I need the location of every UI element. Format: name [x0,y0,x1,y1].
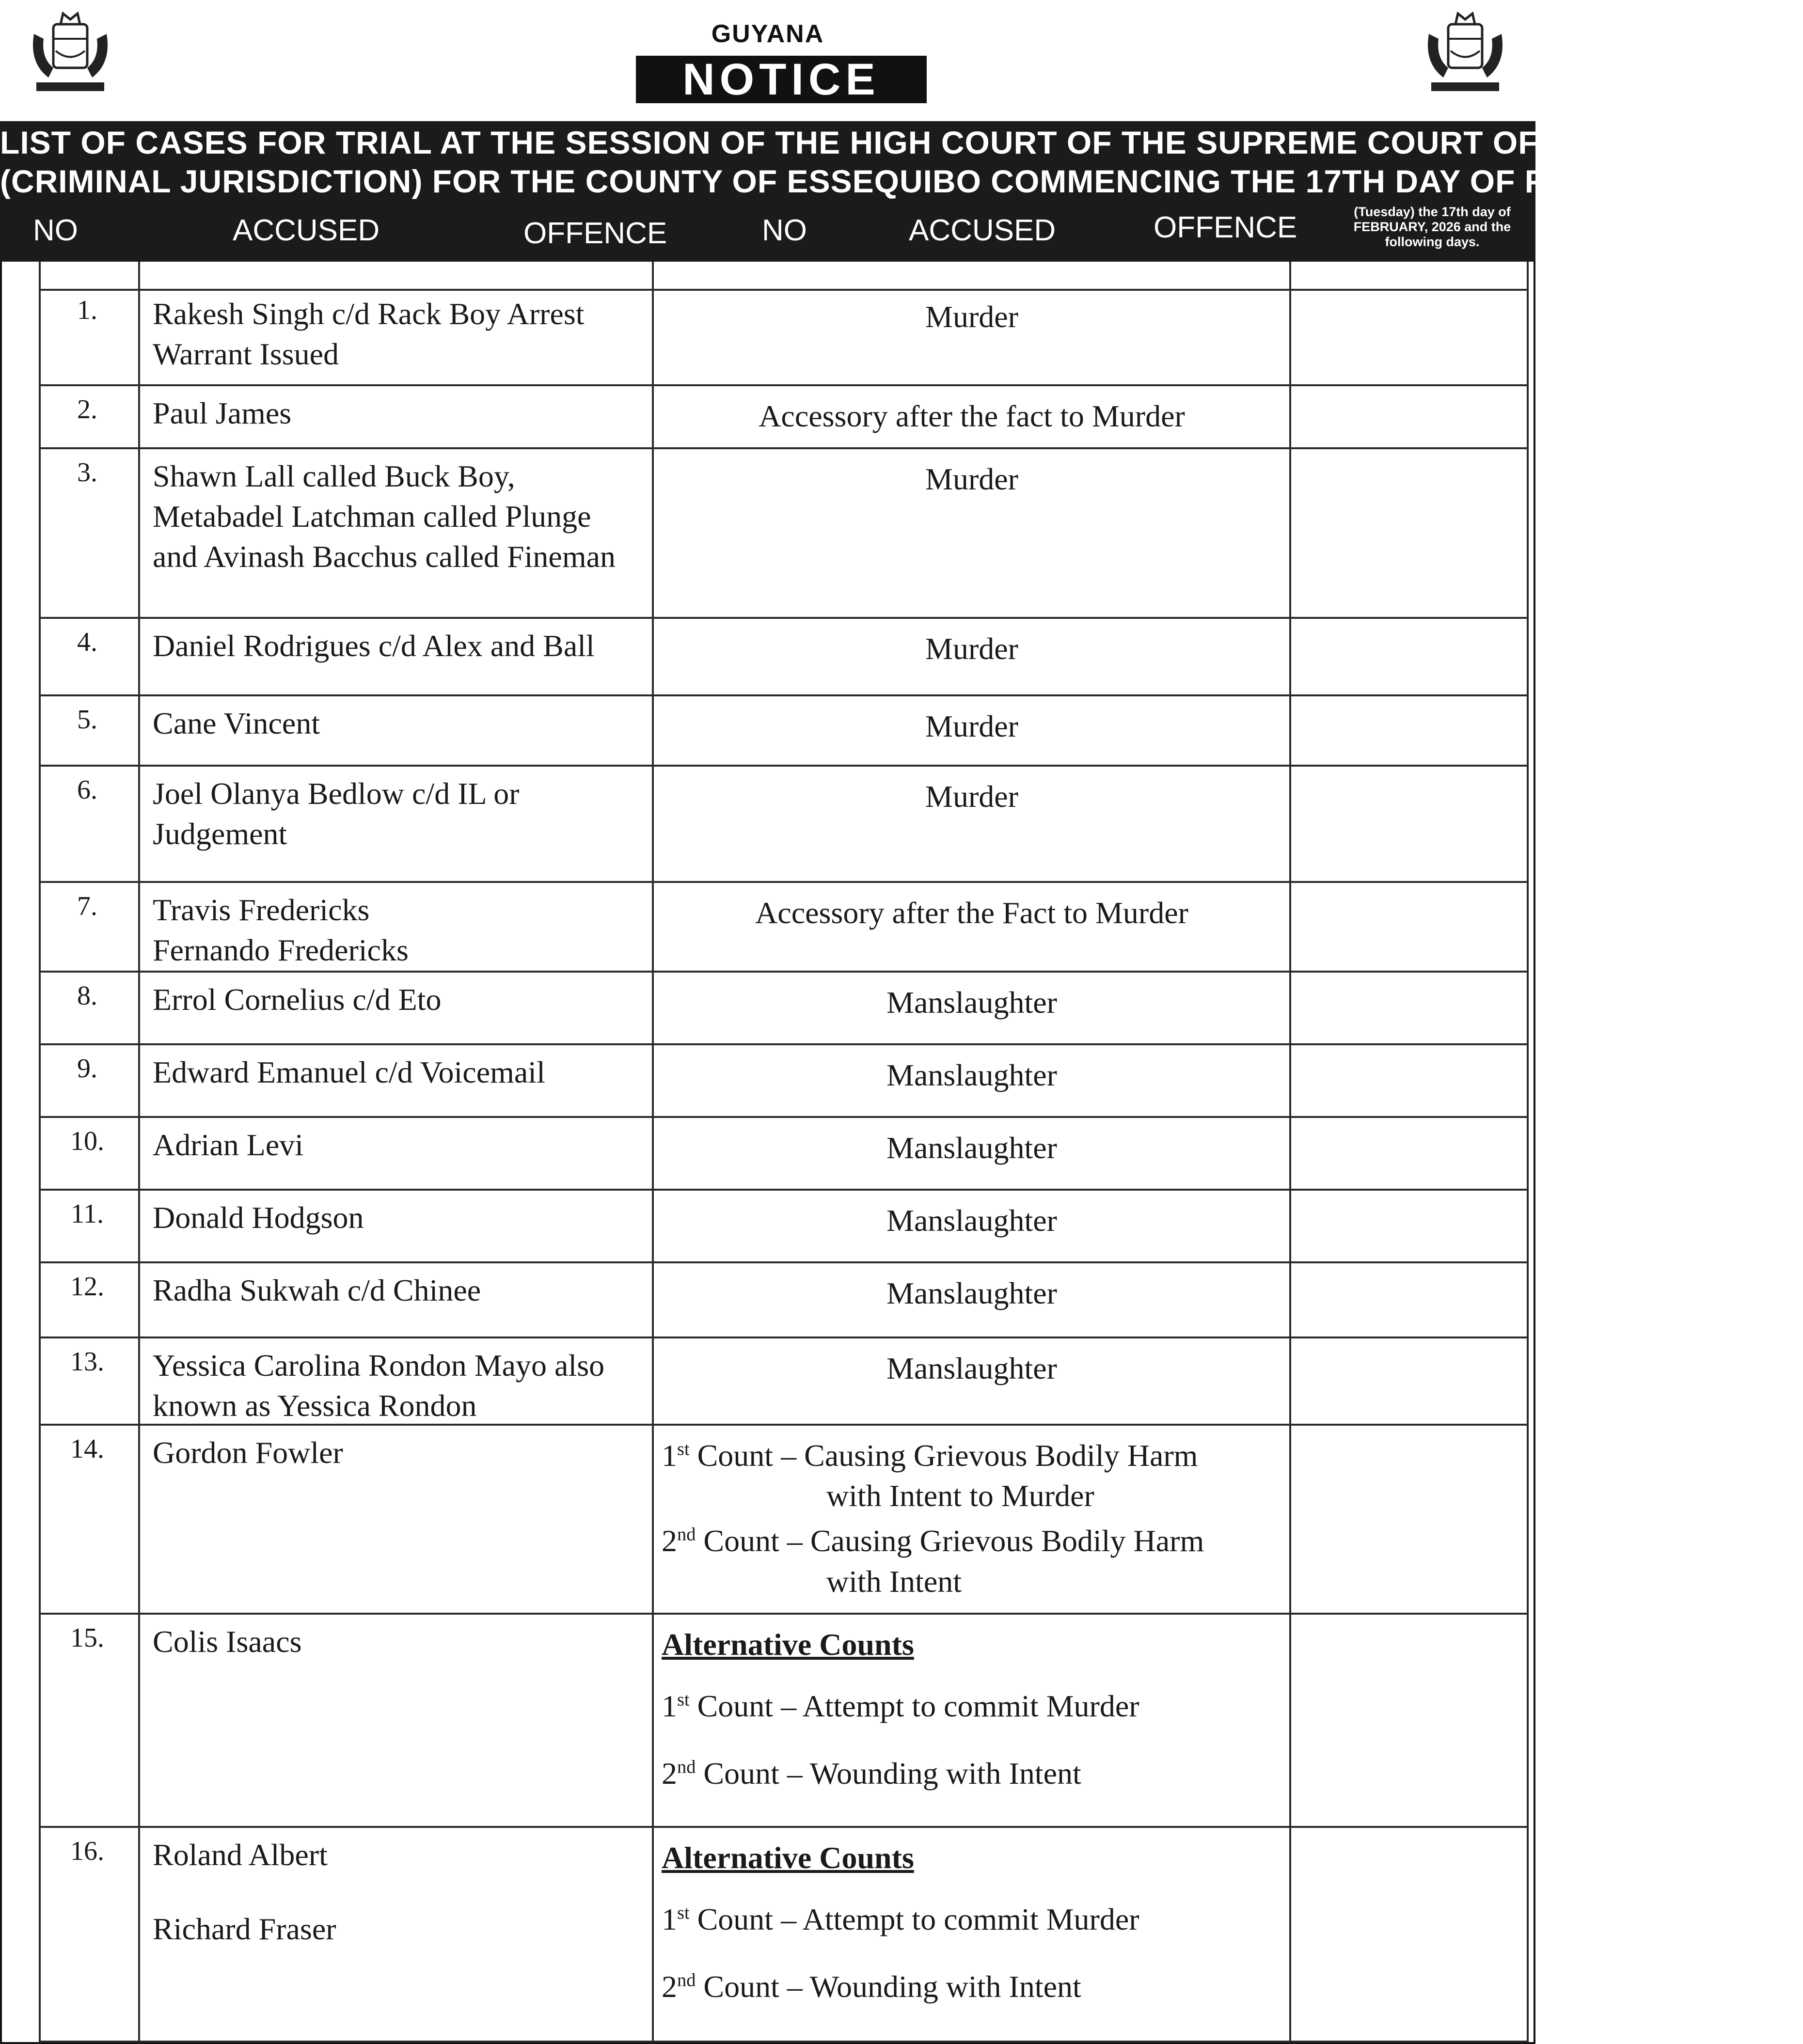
accused-cell [153,1197,657,1238]
row-divider [39,447,1527,449]
accused-name: Joel Olanya Bedlow c/d IL or [153,776,520,811]
case-number: 10. [70,1126,104,1156]
row-divider [39,1336,1527,1338]
accused-cell [153,1270,657,1310]
accused-cell [153,393,657,433]
count-continuation: with Intent to Murder [826,1478,1094,1513]
column-header-offence: OFFENCE [1154,211,1297,244]
accused-cell [153,1052,657,1092]
notice-title: NOTICE [682,55,880,104]
offence-cell [662,1435,1282,1606]
row-divider [39,1116,1527,1118]
offence-cell: Murder [925,779,1018,814]
accused-name: known as Yessica Rondon [153,1388,477,1423]
accused-cell [153,1432,657,1473]
accused-name: Travis Fredericks [153,893,370,927]
accused-name: and Avinash Bacchus called Fineman [153,539,616,574]
accused-name: Warrant Issued [153,337,339,372]
column-divider [138,262,140,2043]
column-header-accused: ACCUSED [233,214,380,247]
offence-cell: Accessory after the Fact to Murder [755,896,1188,930]
heading-line-1: LIST OF CASES FOR TRIAL AT THE SESSION OF THE HIGH COURT OF THE SUPREME COURT OF JUDICATURE [0,125,1756,160]
offence-cell: Manslaughter [886,1276,1057,1310]
cases-table [0,262,1535,2044]
accused-name: Cane Vincent [153,706,320,740]
accused-cell [153,1125,657,1165]
row-divider [39,1189,1527,1191]
row-divider [39,2041,1527,2043]
column-divider [1289,262,1291,2043]
row-divider [39,971,1527,973]
case-number: 11. [71,1199,104,1229]
column-header-offence: OFFENCE [523,217,667,250]
accused-cell [153,294,657,374]
case-number: 7. [77,891,97,921]
accused-name: Radha Sukwah c/d Chinee [153,1273,481,1307]
accused-name: Rakesh Singh c/d Rack Boy Arrest [153,297,585,331]
heading-line-2: (CRIMINAL JURISDICTION) FOR THE COUNTY OF ESSEQUIBO COMMENCING THE 17TH DAY OF FEBRUARY, 2026. [0,163,1803,199]
case-number: 14. [70,1434,104,1464]
accused-cell [153,890,657,970]
case-number: 15. [70,1623,104,1653]
case-number: 6. [77,775,97,805]
offence-cell: Accessory after the fact to Murder [759,399,1185,433]
accused-cell [153,456,657,577]
accused-name: Metabadel Latchman called Plunge [153,499,591,534]
date-note [1335,204,1529,250]
alternative-counts-heading: Alternative Counts [662,1840,914,1875]
accused-name: Roland Albert [153,1838,328,1872]
count-item: 1st Count – Attempt to commit Murder [662,1689,1139,1724]
row-divider [39,1613,1527,1615]
date-note-line: following days. [1385,235,1480,250]
offence-cell: Manslaughter [886,1131,1057,1165]
accused-cell [153,773,657,854]
accused-name: Colis Isaacs [153,1624,302,1659]
count-item: 2nd Count – Wounding with Intent [662,1969,1081,2004]
offence-cell: Murder [925,299,1018,334]
accused-name: Paul James [153,396,292,430]
count-item: 1st Count – Attempt to commit Murder [662,1902,1139,1937]
country-label: GUYANA [711,20,824,48]
case-number: 8. [77,981,97,1011]
offence-cell: Manslaughter [886,1058,1057,1092]
accused-cell [153,1345,657,1426]
count-item: 1st Count – Causing Grievous Bodily Harm with Intent to Murder [662,1435,1282,1516]
accused-name: Fernando Fredericks [153,933,409,968]
column-header-no: NO [762,214,807,247]
count-item: 2nd Count – Wounding with Intent [662,1756,1081,1791]
accused-name: Judgement [153,817,287,851]
accused-name: Adrian Levi [153,1128,303,1162]
count-item: 2nd Count – Causing Grievous Bodily Harm with Intent [662,1521,1282,1601]
accused-name: Richard Fraser [153,1912,336,1947]
accused-cell [153,703,657,743]
accused-name: Yessica Carolina Rondon Mayo also [153,1348,605,1383]
accused-cell [153,1835,657,1949]
case-number: 5. [77,705,97,735]
row-divider [39,384,1527,386]
accused-name: Gordon Fowler [153,1435,343,1470]
offence-cell: Murder [925,462,1018,496]
date-note-line: (Tuesday) the 17th day of [1354,204,1511,219]
row-divider [39,694,1527,696]
row-divider [39,617,1527,619]
case-number: 2. [77,394,97,425]
accused-name: Errol Cornelius c/d Eto [153,982,442,1017]
offence-cell [662,1624,1282,1821]
row-divider [39,289,1527,291]
offence-cell: Murder [925,631,1018,666]
case-number: 1. [77,295,97,325]
offence-cell: Manslaughter [886,1351,1057,1385]
accused-name: Donald Hodgson [153,1200,364,1235]
masthead [0,0,1535,121]
accused-cell [153,979,657,1020]
alternative-counts-heading: Alternative Counts [662,1627,914,1662]
accused-name: Shawn Lall called Buck Boy, [153,459,515,493]
offence-cell [662,1838,1282,2034]
count-continuation: with Intent [826,1564,962,1599]
case-number: 9. [77,1053,97,1084]
case-number: 13. [70,1347,104,1377]
row-divider [39,1261,1527,1263]
date-note-line: FEBRUARY, 2026 and the [1353,220,1511,235]
column-header-no: NO [33,214,78,247]
row-divider [39,765,1527,767]
offence-cell: Murder [925,709,1018,743]
row-divider [39,881,1527,883]
case-number: 12. [70,1272,104,1302]
notice-title-box [636,56,927,103]
accused-name: Edward Emanuel c/d Voicemail [153,1055,545,1089]
accused-name: Daniel Rodrigues c/d Alex and Ball [153,629,595,663]
case-number: 16. [70,1836,104,1866]
accused-cell [153,626,657,666]
column-header-accused: ACCUSED [909,214,1056,247]
heading-banner [0,121,1803,262]
column-divider [1527,262,1529,2043]
accused-cell [153,1621,657,1662]
case-number: 3. [77,457,97,487]
offence-cell: Manslaughter [886,1203,1057,1238]
offence-cell: Manslaughter [886,985,1057,1020]
case-number: 4. [77,627,97,657]
row-divider [39,1043,1527,1045]
row-divider [39,1826,1527,1828]
